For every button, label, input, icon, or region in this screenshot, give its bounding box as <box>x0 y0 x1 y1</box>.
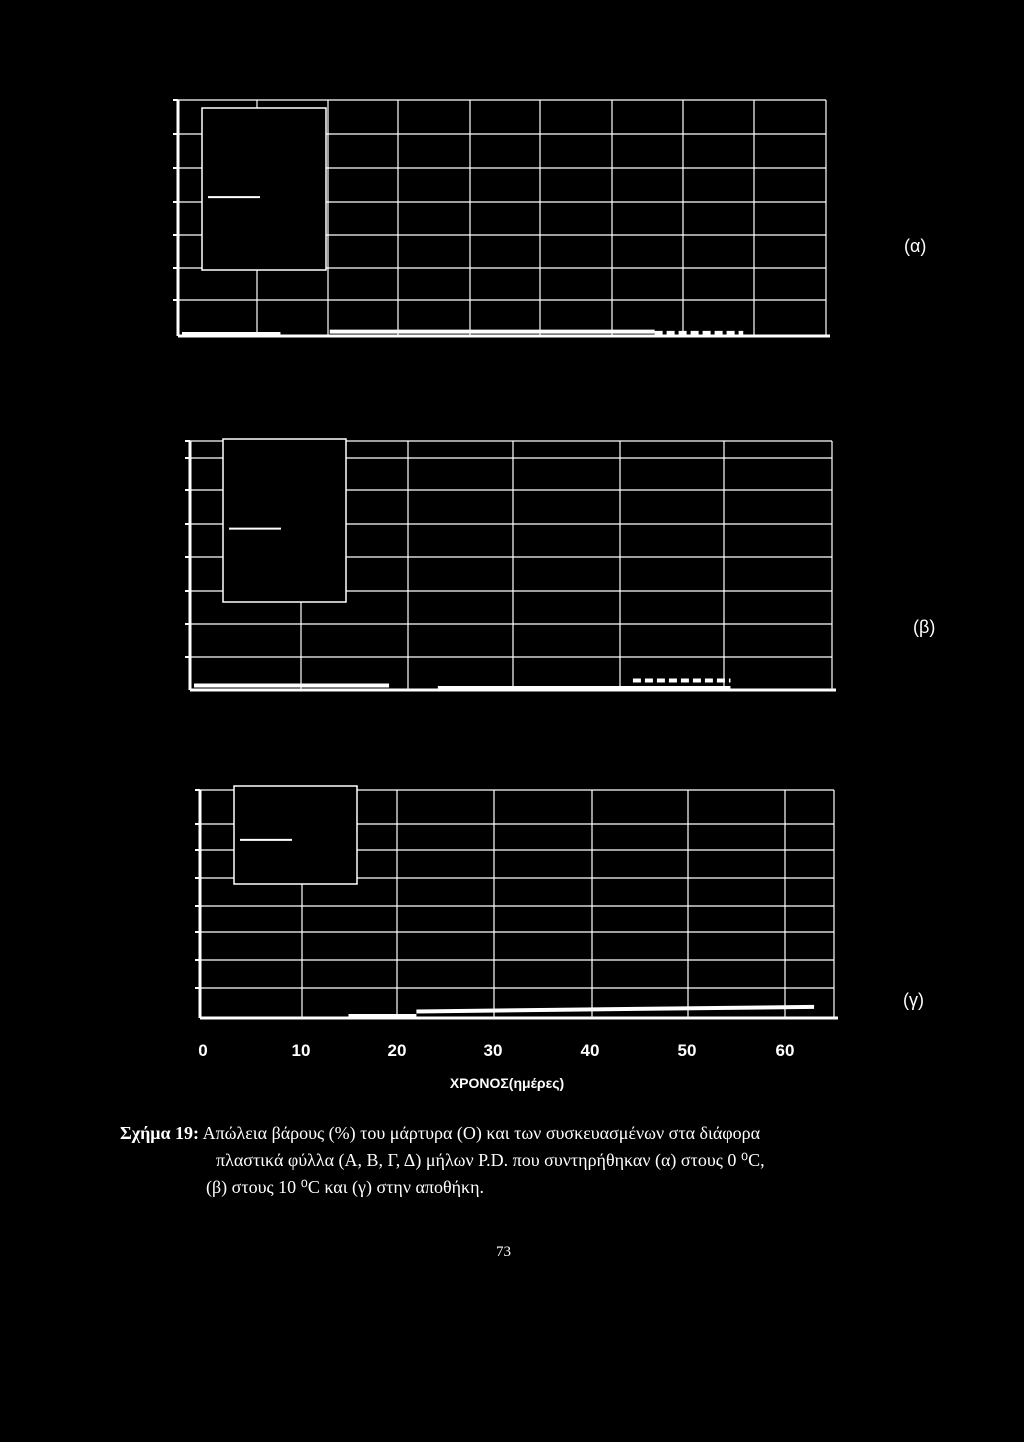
x-tick-30: 30 <box>483 1041 503 1060</box>
page-number: 73 <box>496 1244 511 1260</box>
caption-line-1 <box>120 1120 900 1147</box>
caption-line-3: (β) στους 10 ⁰C και (γ) στην αποθήκη. <box>206 1177 484 1197</box>
x-tick-60: 60 <box>775 1041 795 1060</box>
caption-line-2: πλαστικά φύλλα (Α, Β, Γ, Δ) μήλων P.D. που συντηρήθηκαν (α) στους 0 ⁰C, <box>216 1150 765 1170</box>
legend-box-1 <box>223 439 346 602</box>
legend-box-0 <box>202 108 326 270</box>
caption-figure-label: Σχήμα 19: <box>120 1123 200 1143</box>
panel-label-c: (γ) <box>903 990 924 1010</box>
x-tick-0: 0 <box>198 1041 208 1060</box>
x-tick-10: 10 <box>291 1041 311 1060</box>
x-tick-20: 20 <box>387 1041 407 1060</box>
x-axis-label: ΧΡΟΝΟΣ(ημέρες) <box>449 1075 565 1091</box>
x-tick-50: 50 <box>677 1041 697 1060</box>
legend-box-2 <box>234 786 357 884</box>
series-A-panel-2 <box>416 1007 814 1012</box>
figure-caption <box>120 1120 900 1201</box>
caption-line-1-text: Απώλεια βάρους (%) του μάρτυρα (Ο) και των συσκευασμένων στα διάφορα <box>199 1123 761 1143</box>
panel-label-a: (α) <box>904 236 927 256</box>
x-tick-40: 40 <box>580 1041 600 1060</box>
panel-label-b: (β) <box>913 617 936 637</box>
